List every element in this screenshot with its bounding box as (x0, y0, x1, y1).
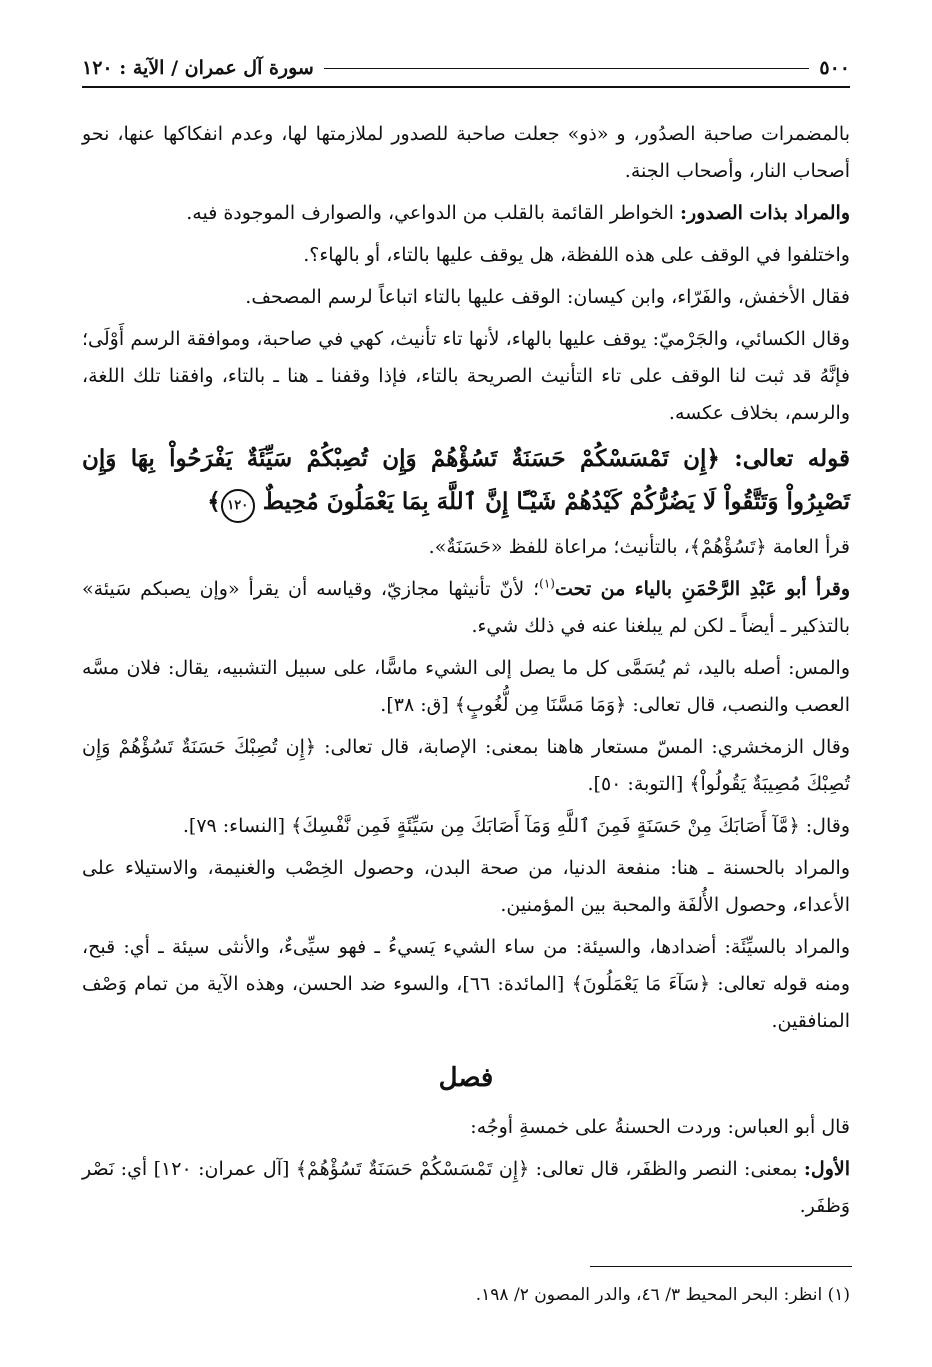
verse-text: ﴿إِن تَمْسَسْكُمْ حَسَنَةٌ تَسُؤْهُمْ وَإِن تُصِبْكُمْ سَيِّئَةٌ يَفْرَحُواْ بِهَا وَإِن تَصْبِرُواْ وَتَتَّقُواْ لَا يَضُرُّكُمْ كَيْدُهُمْ شَيْـًٔا إِنَّ ٱللَّهَ بِمَا يَعْمَلُونَ مُحِيطٌ (82, 445, 850, 515)
section-heading: فصل (438, 1063, 494, 1093)
paragraph-text: ؛ لأنّ تأنيثها مجازيّ، وقياسه أن يقرأ «وإن يصبكم سَيئة» بالتذكير ـ أيضاً ـ لكن لم يبلغنا عنه في ذلك شيء. (82, 578, 850, 637)
paragraph: والمس: أصله باليد، ثم يُسَمَّى كل ما يصل إلى الشيء ماسًّا، على سبيل التشبيه، يقال: فلان مسَّه العصب والنصب، قال تعالى: ﴿وَمَا مَسَّنَا مِن لُّغُوبٍ﴾ [ق: ٣٨]. (82, 657, 850, 716)
paragraph (82, 571, 850, 645)
paragraph: فقال الأخفش، والفَرّاء، وابن كيسان: الوقف عليها بالتاء اتباعاً لرسم المصحف. (245, 286, 850, 308)
paragraph: بالمضمرات صاحبة الصدُور، و «ذو» جعلت صاحبة للصدور لملازمتها لها، وعدم انفكاكها عنها، نحو أصحاب النار، وأصحاب الجنة. (82, 123, 850, 182)
paragraph (82, 195, 850, 232)
paragraph: والمراد بالحسنة ـ هنا: منفعة الدنيا، من صحة البدن، وحصول الخِصْب والغنيمة، والاستيلاء على الأعداء، وحصول الأُلفَة والمحبة بين المؤمنين. (82, 857, 850, 916)
footnote-rule (590, 1266, 852, 1267)
page-number: ٥٠٠ (819, 57, 850, 79)
header-rule (82, 86, 850, 88)
item-heading: الأول: (803, 1158, 850, 1180)
paragraph: وقال الكسائي، والجَرْميّ: يوقف عليها بالهاء، لأنها تاء تأنيث، كهي في صاحبة، وموافقة الرسم أَوْلَى؛ فإنَّهُ قد ثبت لنا الوقف على تاء التأنيث الصريحة بالتاء، فإذا وقفنا ـ هنا ـ بالتاء، وافقنا تلك اللغة، والرسم، بخلاف عكسه. (82, 328, 850, 424)
running-header (82, 54, 850, 82)
paragraph: واختلفوا في الوقف على هذه اللفظة، هل يوقف عليها بالتاء، أو بالهاء؟. (303, 244, 850, 266)
paragraph: وقال الزمخشري: المسّ مستعار هاهنا بمعنى: الإصابة، قال تعالى: ﴿إِن تُصِبْكَ حَسَنَةٌ تَسُؤْهُمْ وَإِن تُصِبْكَ مُصِيبَةٌ يَقُولُواْ﴾ [التوبة: ٥٠]. (82, 736, 850, 795)
footnote: (١) انظر: البحر المحيط ٣/ ٤٦، والدر المصون ٢/ ١٩٨. (475, 1285, 850, 1305)
reading-heading: وقرأ أبو عَبْدِ الرَّحْمَنِ بالياء من تحت (554, 578, 850, 600)
paragraph: والمراد بالسيِّئَة: أضدادها، والسيئة: من ساء الشيء يَسيءُ ـ فهو سيِّىءٌ، والأنثى سيئة ـ أي: قبح، ومنه قوله تعالى: ﴿سَآءَ مَا يَعْمَلُونَ﴾ [المائدة: ٦٦]، والسوء ضد الحسن، وهذه الآية من تمام وَصْف المنافقين. (82, 936, 850, 1032)
paragraph-text: بمعنى: النصر والظفَر، قال تعالى: ﴿إِن تَمْسَسْكُمْ حَسَنَةٌ تَسُؤْهُمْ﴾ [آل عمران: ١٢٠] أي: نَصْر وَظفَر. (82, 1158, 850, 1217)
quran-verse (82, 437, 850, 523)
paragraph (82, 1151, 850, 1225)
ayah-number-marker: ١٢٠ (221, 489, 255, 523)
paragraph-text: الخواطر القائمة بالقلب من الدواعي، والصوارف الموجودة فيه. (186, 202, 674, 224)
main-text (82, 116, 850, 1230)
verse-close: ﴾ (207, 488, 221, 515)
surah-title: سورة آل عمران / الآية : ١٢٠ (82, 57, 314, 79)
verse-lead: قوله تعالى: (734, 445, 850, 472)
footnote-reference: (١) (539, 576, 555, 591)
term-heading: والمراد بذات الصدور: (680, 202, 850, 224)
paragraph: قرأ العامة ﴿تَسُؤْهُمْ﴾، بالتأنيث؛ مراعاة للفظ «حَسَنَةٌ». (428, 536, 850, 558)
paragraph: قال أبو العباس: وردت الحسنةُ على خمسةِ أوجُه: (470, 1116, 850, 1138)
paragraph: وقال: ﴿مَّآ أَصَابَكَ مِنْ حَسَنَةٍ فَمِنَ ٱللَّهِ وَمَآ أَصَابَكَ مِن سَيِّئَةٍ فَمِن نَّفْسِكَ﴾ [النساء: ٧٩]. (182, 815, 850, 837)
header-line (324, 68, 810, 69)
